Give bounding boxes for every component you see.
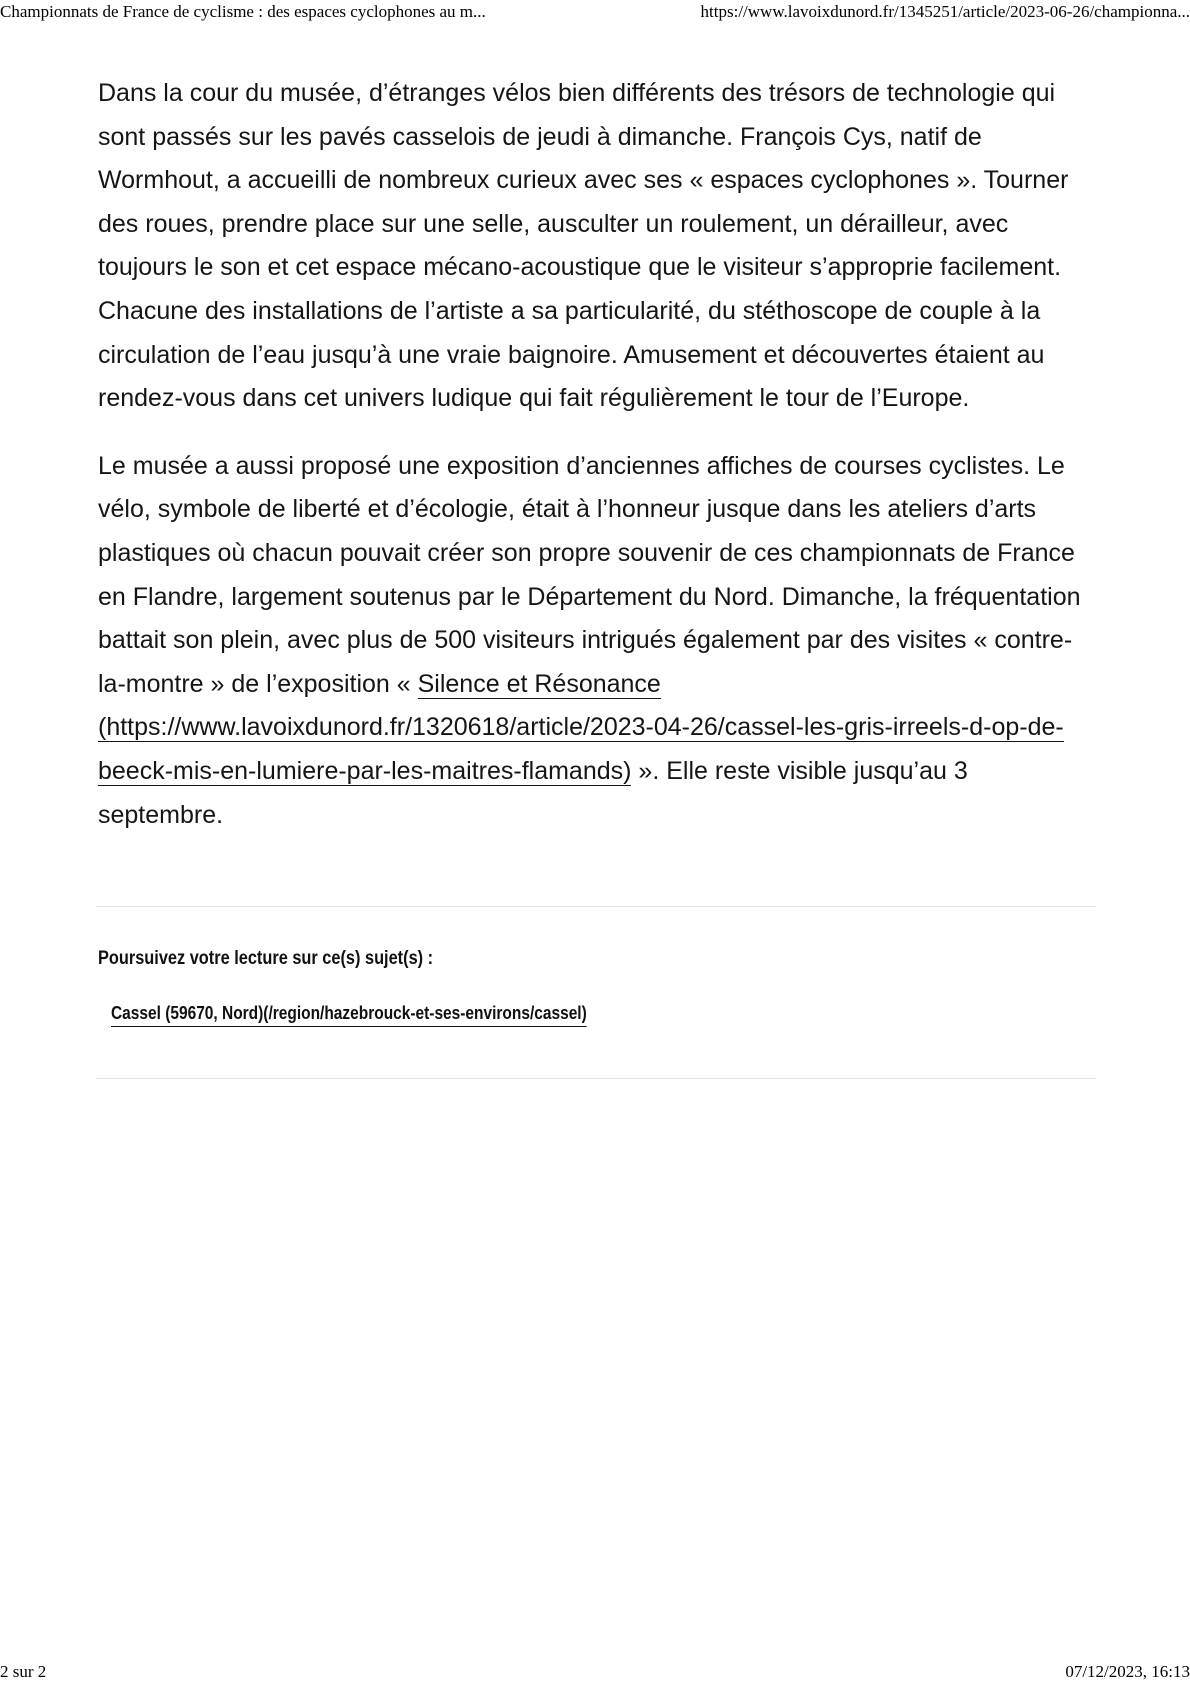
topic-link-cassel[interactable]: Cassel (59670, Nord)(/region/hazebrouck-et-ses-environs/cassel) <box>111 1000 587 1027</box>
print-header-title: Championnats de France de cyclisme : des espaces cyclophones au m... <box>0 2 486 21</box>
exhibition-link[interactable]: Silence et Résonance (https://www.lavoixdunord.fr/1320618/article/2023-04-26/cassel-les-gris-irreels-d-op-de-beeck-mis-en-lumiere-par-les-maitres-flamands) <box>98 669 1064 785</box>
article-paragraph-2-text-start: Le musée a aussi proposé une exposition d’anciennes affiches de courses cyclistes. Le vélo, symbole de liberté et d’écologie, était à l’honneur jusque dans les ateliers d’arts plastiques où chacun pouvait créer son propre souvenir de ces championnats de France en Flandre, largement soutenus par le Département du Nord. Dimanche, la fréquentation battait son plein, avec plus de 500 visiteurs intrigués également par des visites « contre-la-montre » de l’exposition « <box>98 451 1081 698</box>
print-header <box>0 0 1190 28</box>
topics-heading: Poursuivez votre lecture sur ce(s) sujet(s) : <box>98 948 434 969</box>
topics-divider-top <box>96 906 1096 907</box>
print-footer <box>0 1660 1190 1684</box>
article-body <box>98 72 1098 861</box>
print-header-url: https://www.lavoixdunord.fr/1345251/article/2023-06-26/championna... <box>700 2 1190 21</box>
article-paragraph-2 <box>98 445 1098 837</box>
page-number: 2 sur 2 <box>0 1662 47 1681</box>
article-paragraph-1: Dans la cour du musée, d’étranges vélos bien différents des trésors de technologie qui sont passés sur les pavés casselois de jeudi à dimanche. François Cys, natif de Wormhout, a accueilli de nombreux curieux avec ses « espaces cyclophones ». Tourner des roues, prendre place sur une selle, ausculter un roulement, un dérailleur, avec toujours le son et cet espace mécano-acoustique que le visiteur s’approprie facilement. Chacune des installations de l’artiste a sa particularité, du stéthoscope de couple à la circulation de l’eau jusqu’à une vraie baignoire. Amusement et découvertes étaient au rendez-vous dans cet univers ludique qui fait régulièrement le tour de l’Europe. <box>98 79 1069 413</box>
topics-divider-bottom <box>96 1078 1096 1079</box>
article-paragraph-2-text-end: ». Elle reste visible jusqu’au 3 septembre. <box>98 756 968 829</box>
print-datetime: 07/12/2023, 16:13 <box>1065 1662 1190 1681</box>
